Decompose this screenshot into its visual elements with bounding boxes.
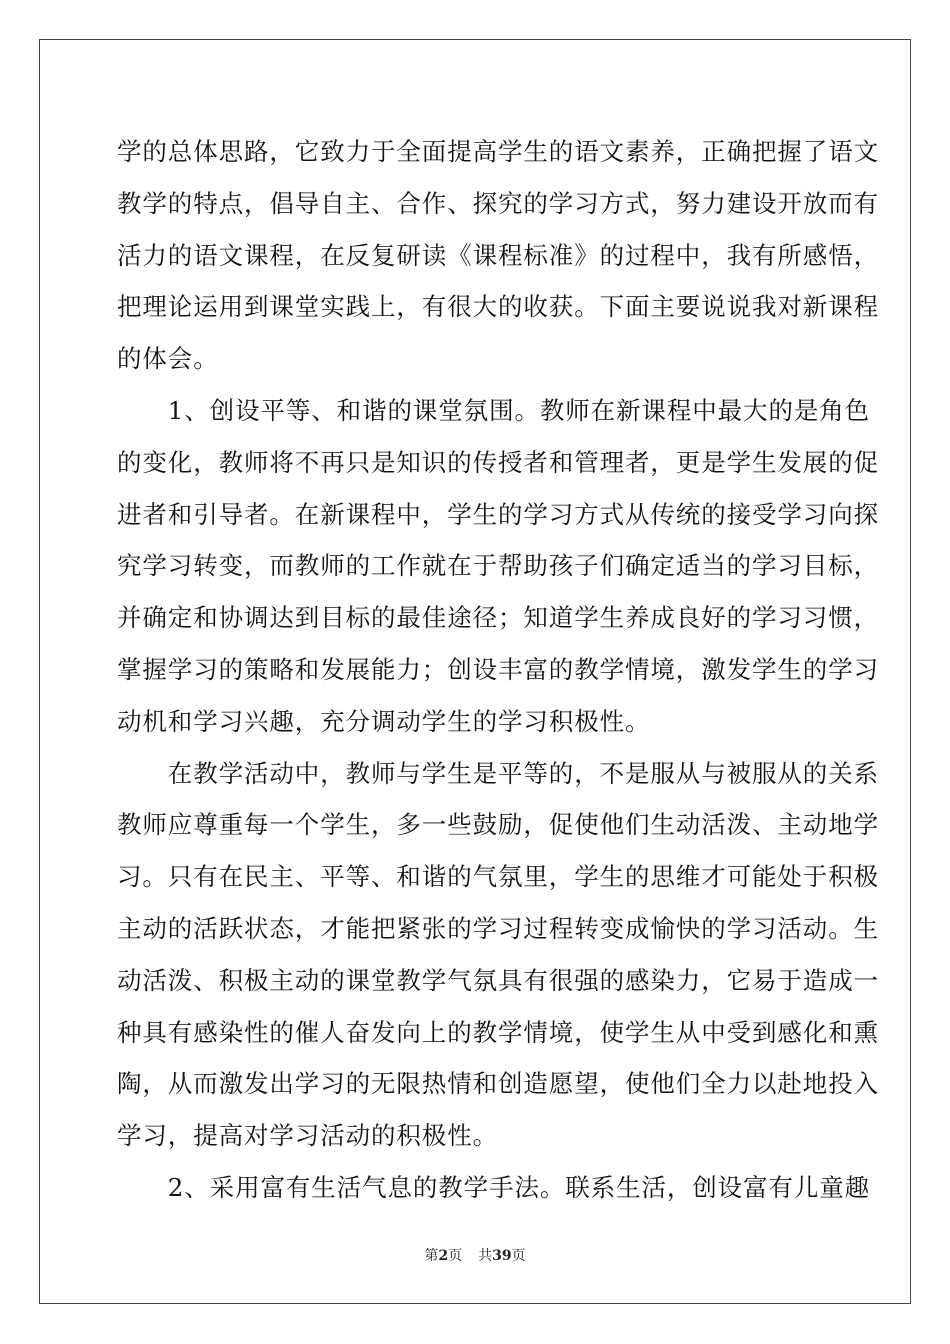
page-suffix: 页 <box>448 1248 463 1264</box>
text-line: 2、采用富有生活气息的教学手法。联系生活，创设富有儿童趣 <box>117 1173 871 1202</box>
page-number: 2 <box>438 1248 449 1264</box>
text-line: 教师应尊重每一个学生，多一些鼓励，促使他们生动活泼、主动地学 <box>117 810 879 840</box>
text-line: 在教学活动中，教师与学生是平等的，不是服从与被服从的关系 <box>117 758 879 788</box>
text-line: 教学的特点，倡导自主、合作、探究的学习方式，努力建设开放而有 <box>117 188 879 218</box>
total-suffix: 页 <box>511 1248 526 1264</box>
text-line: 的体会。 <box>117 344 219 374</box>
text-line: 进者和引导者。在新课程中，学生的学习方式从传统的接受学习向探 <box>117 499 879 529</box>
total-pages: 39 <box>492 1248 512 1264</box>
text-line: 种具有感染性的催人奋发向上的教学情境，使学生从中受到感化和熏 <box>117 1017 879 1047</box>
total-prefix: 共 <box>478 1248 493 1264</box>
text-line: 掌握学习的策略和发展能力；创设丰富的教学情境，激发学生的学习 <box>117 655 879 684</box>
text-line: 习。只有在民主、平等、和谐的气氛里，学生的思维才可能处于积极 <box>117 862 879 892</box>
text-line: 1、创设平等、和谐的课堂氛围。教师在新课程中最大的是角色 <box>117 396 871 425</box>
text-line: 主动的活跃状态，才能把紧张的学习过程转变成愉快的学习活动。生 <box>117 914 879 943</box>
text-line: 活力的语文课程，在反复研读《课程标准》的过程中，我有所感悟， <box>117 240 879 270</box>
text-line: 动机和学习兴趣，充分调动学生的学习积极性。 <box>117 706 651 736</box>
page-prefix: 第 <box>424 1248 439 1264</box>
text-line: 陶，从而激发出学习的无限热情和创造愿望，使他们全力以赴地投入 <box>117 1069 879 1099</box>
text-line: 并确定和协调达到目标的最佳途径；知道学生养成良好的学习习惯， <box>117 603 879 633</box>
page-footer <box>0 1247 950 1265</box>
text-line: 把理论运用到课堂实践上，有很大的收获。下面主要说说我对新课程 <box>117 292 879 322</box>
text-line: 动活泼、积极主动的课堂教学气氛具有很强的感染力，它易于造成一 <box>117 965 879 995</box>
text-line: 学的总体思路，它致力于全面提高学生的语文素养，正确把握了语文 <box>117 137 879 166</box>
text-line: 究学习转变，而教师的工作就在于帮助孩子们确定适当的学习目标， <box>117 551 879 581</box>
text-line: 的变化，教师将不再只是知识的传授者和管理者，更是学生发展的促 <box>117 447 879 477</box>
text-line: 学习，提高对学习活动的积极性。 <box>117 1121 498 1151</box>
